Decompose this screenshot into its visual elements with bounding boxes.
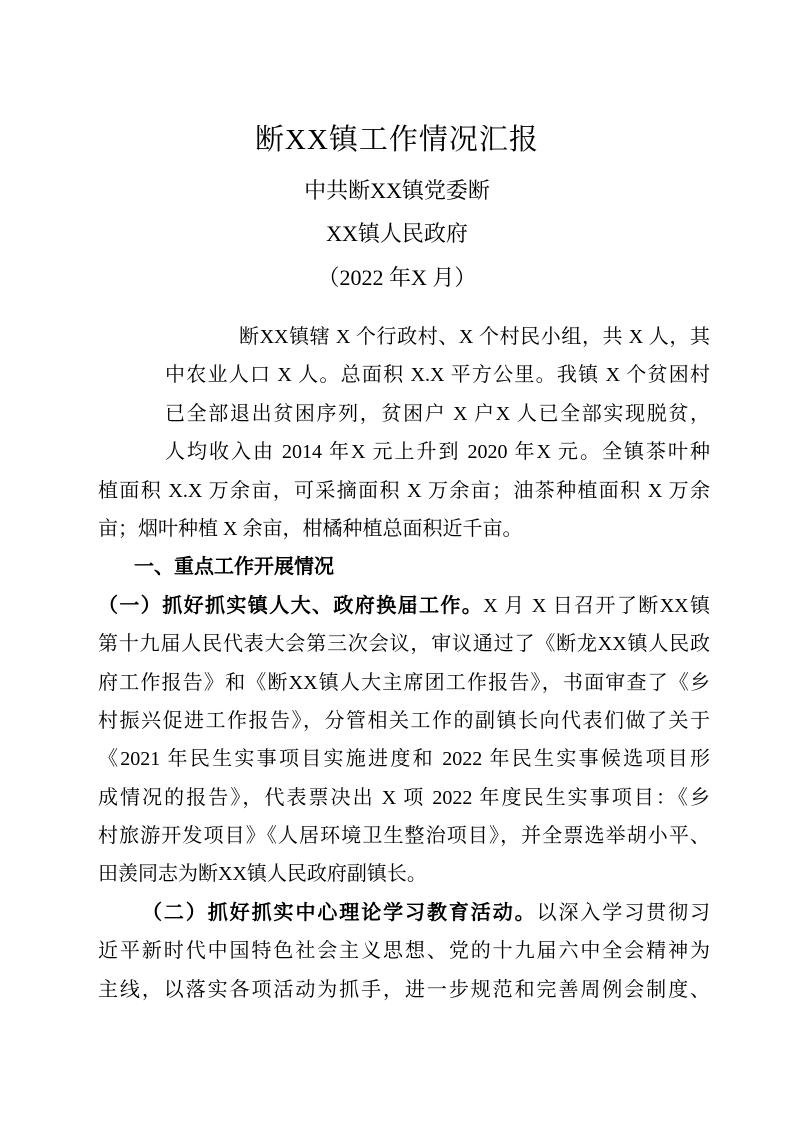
document-line: 《2021 年民生实事项目实施进度和 2022 年民生实事候选项目形	[98, 748, 710, 771]
document-line: 村振兴促进工作报告》，分管相关工作的副镇长向代表们做了关于	[98, 709, 710, 732]
document-line: （二）抓好抓实中心理论学习教育活动。以深入学习贯彻习	[142, 901, 710, 924]
paragraph-lead: （二）抓好抓实中心理论学习教育活动。	[142, 901, 537, 924]
document-line: 植面积 X.X 万余亩，可采摘面积 X 万余亩；油茶种植面积 X 万余	[98, 479, 710, 502]
document-line: 村旅游开发项目》《人居环境卫生整治项目》，并全票选举胡小平、	[98, 825, 710, 848]
document-line: 第十九届人民代表大会第三次会议，审议通过了《断龙XX镇人民政	[98, 633, 710, 656]
document-line: 成情况的报告》，代表票决出 X 项 2022 年度民生实事项目：《乡	[98, 786, 710, 809]
document-line: 府工作报告》和《断XX镇人大主席团工作报告》，书面审查了《乡	[98, 671, 710, 694]
document-line: 亩；烟叶种植 X 余亩，柑橘种植总面积近千亩。	[98, 517, 523, 540]
date-line: （2022 年X 月）	[317, 265, 477, 290]
document-line: 已全部退出贫困序列，贫困户 X 户X 人已全部实现脱贫，	[165, 402, 710, 425]
document-line: 中农业人口 X 人。总面积 X.X 平方公里。我镇 X 个贫困村	[165, 364, 710, 387]
byline-government: XX镇人民政府	[326, 221, 468, 246]
document-line: 近平新时代中国特色社会主义思想、党的十九届六中全会精神为	[98, 940, 710, 963]
section-heading: 一、重点工作开展情况	[134, 556, 334, 579]
document-line: 断XX镇辖 X 个行政村、X 个村民小组，共 X 人，其	[239, 326, 710, 348]
document-body	[98, 318, 710, 1009]
document-line: 田羡同志为断XX镇人民政府副镇长。	[98, 863, 427, 886]
doc-title: 断XX镇工作情况汇报	[255, 124, 539, 156]
document-line: （一）抓好抓实镇人大、政府换届工作。X 月 X 日召开了断XX镇	[98, 594, 710, 617]
document-line: 人均收入由 2014 年X 元上升到 2020 年X 元。全镇茶叶种	[165, 441, 710, 464]
byline-committee: 中共断XX镇党委断	[304, 178, 490, 203]
document-line: 主线，以落实各项活动为抓手，进一步规范和完善周例会制度、	[98, 978, 710, 1001]
paragraph-lead: （一）抓好抓实镇人大、政府换届工作。	[98, 594, 484, 617]
